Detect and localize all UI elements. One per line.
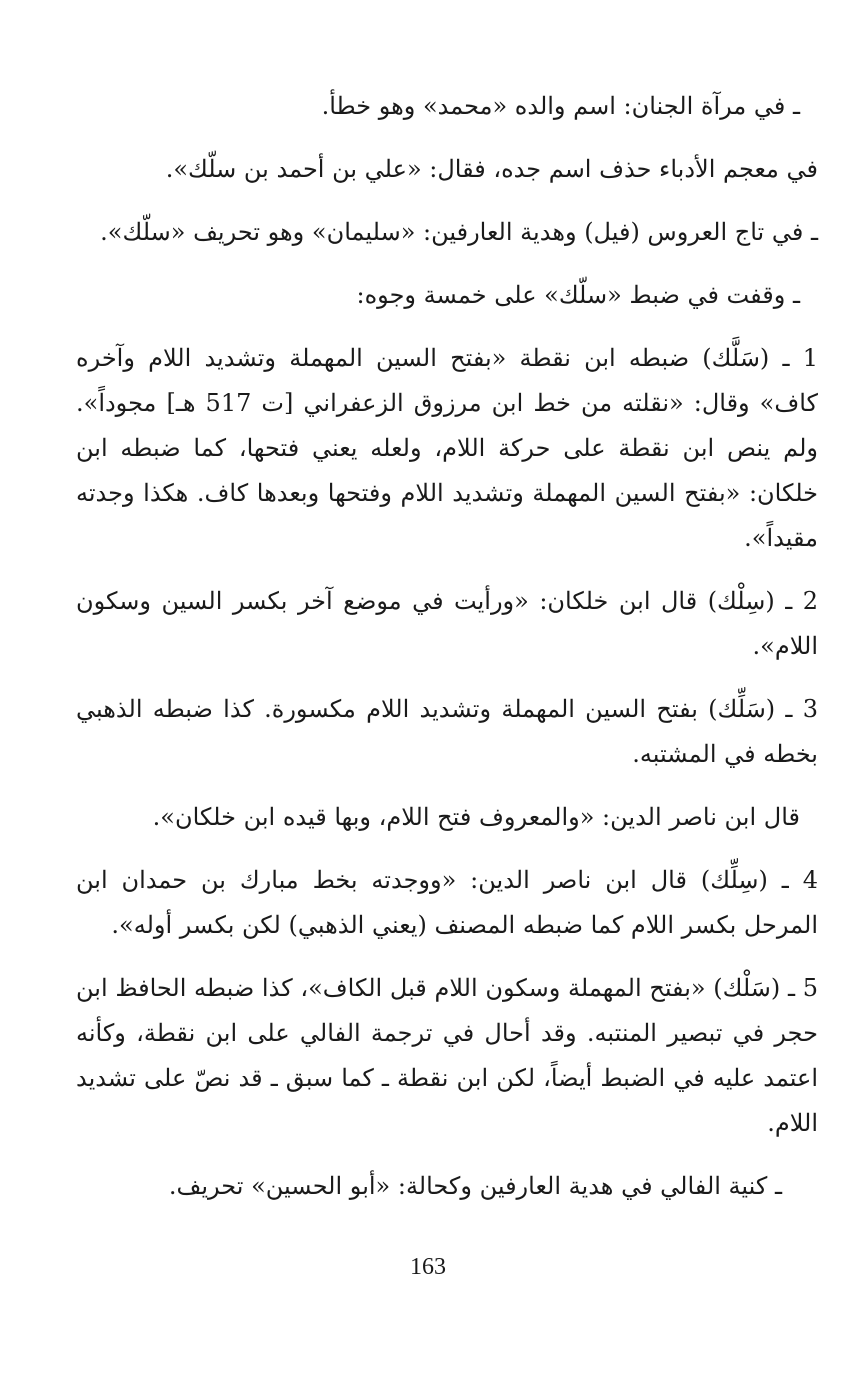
paragraph-mujam-aludaba: في معجم الأدباء حذف اسم جده، فقال: «علي بن أحمد بن سلّك».	[165, 155, 818, 183]
paragraph-taj-alarus: ـ في تاج العروس (فيل) وهدية العارفين: «سليمان» وهو تحريف «سلّك».	[100, 218, 818, 246]
paragraph-mirat-aljinan: ـ في مرآة الجنان: اسم والده «محمد» وهو خطأ.	[321, 92, 800, 120]
paragraph-reading-2: 2 ـ (سِلْك) قال ابن خلكان: «ورأيت في موضع آخر بكسر السين وسكون اللام».	[76, 587, 818, 660]
paragraph-reading-4: 4 ـ (سِلِّك) قال ابن ناصر الدين: «ووجدته بخط مبارك بن حمدان ابن المرحل بكسر اللام كما ضبطه المصنف (يعني الذهبي) لكن بكسر أوله».	[76, 866, 818, 939]
paragraph-reading-5: 5 ـ (سَلْك) «بفتح المهملة وسكون اللام قبل الكاف»، كذا ضبطه الحافظ ابن حجر في تبصير المنتبه. وقد أحال في ترجمة الفالي على ابن نقطة، وكأنه اعتمد عليه في الضبط أيضاً، لكن ابن نقطة ـ كما سبق ـ قد نصّ على تشديد اللام.	[76, 974, 818, 1137]
paragraph-ibn-nasir-aldin: قال ابن ناصر الدين: «والمعروف فتح اللام، وبها قيده ابن خلكان».	[152, 803, 800, 831]
page-number: 163	[410, 1254, 446, 1280]
paragraph-reading-1: 1 ـ (سَلَّك) ضبطه ابن نقطة «بفتح السين المهملة وتشديد اللام وآخره كاف» وقال: «نقلته من خط ابن مرزوق الزعفراني [ت 517 هـ] مجوداً». ولم ينص ابن نقطة على حركة اللام، ولعله يعني فتحها، كما ضبطه ابن خلكان: «بفتح السين المهملة وتشديد اللام وفتحها وبعدها كاف. هكذا وجدته مقيداً».	[76, 344, 818, 552]
paragraph-reading-3: 3 ـ (سَلِّك) بفتح السين المهملة وتشديد اللام مكسورة. كذا ضبطه الذهبي بخطه في المشتبه.	[76, 695, 818, 768]
paragraph-kunya-alfali: ـ كنية الفالي في هدية العارفين وكحالة: «أبو الحسين» تحريف.	[168, 1172, 782, 1200]
body-text	[76, 84, 818, 1227]
paragraph-five-readings-intro: ـ وقفت في ضبط «سلّك» على خمسة وجوه:	[356, 281, 800, 309]
